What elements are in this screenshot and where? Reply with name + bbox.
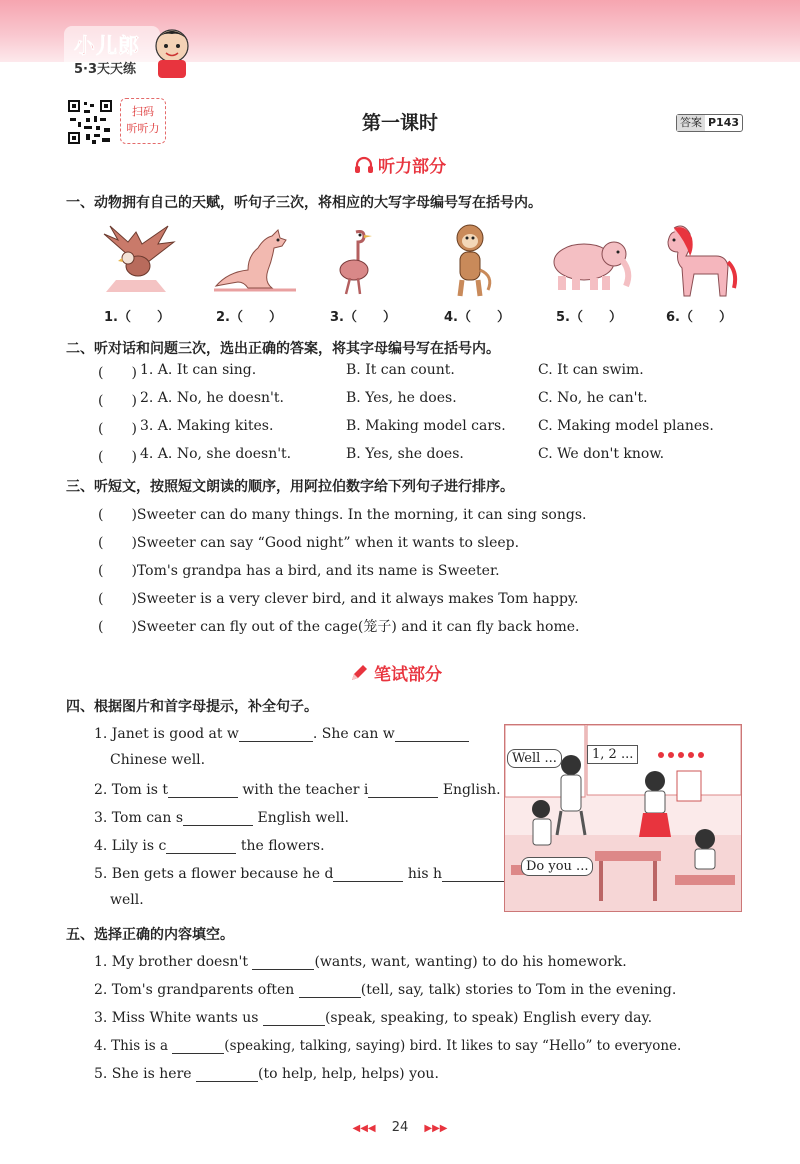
q4-blank-1[interactable] (239, 727, 313, 742)
q4-l5-part1: 5. Ben gets a flower because he d (94, 866, 334, 882)
q4-line-1 (94, 726, 469, 742)
q4-blank-3[interactable] (168, 783, 238, 798)
answer-page: P143 (708, 116, 740, 129)
q4-l5-part2: his h (407, 866, 443, 882)
q5-instruction: 五、选择正确的内容填空。 (66, 927, 234, 943)
listening-section-header (354, 152, 446, 177)
writing-section-header (350, 660, 442, 685)
q4-blank-5[interactable] (183, 811, 253, 826)
q5-blank-4[interactable] (172, 1039, 224, 1054)
page-footer (340, 1120, 460, 1135)
q1-item-4[interactable]: 4.（ ） (444, 310, 510, 325)
q5-row-1 (94, 954, 627, 970)
q4-instruction: 四、根据图片和首字母提示，补全句子。 (66, 699, 318, 715)
q4-l4-part1: 4. Lily is c (94, 838, 167, 854)
ostrich-icon (336, 228, 380, 298)
q5-row-2-pre: 2. Tom's grandparents often (94, 982, 295, 998)
q2-row-1-a: 1. A. It can sing. (140, 362, 257, 378)
kangaroo-icon (208, 226, 298, 292)
q5-blank-1[interactable] (252, 955, 314, 970)
q2-row-4-c: C. We don't know. (538, 446, 665, 462)
q4-blank-2[interactable] (395, 727, 469, 742)
q2-row-1-b: B. It can count. (346, 362, 455, 378)
scan-label-line2: 听听力 (126, 122, 160, 135)
scan-label-line1: 扫码 (132, 105, 154, 118)
q5-row-4-pre: 4. This is a (94, 1038, 168, 1054)
horse-icon (660, 222, 740, 302)
q5-row-4 (94, 1038, 681, 1054)
q5-row-3-pre: 3. Miss White wants us (94, 1010, 259, 1026)
q5-row-2 (94, 982, 676, 998)
q4-line-4 (94, 838, 325, 854)
q4-line-3 (94, 810, 349, 826)
q1-item-5[interactable]: 5.（ ） (556, 310, 622, 325)
q3-row-2[interactable]: ( )Sweeter can say “Good night” when it wants to sleep. (98, 535, 520, 551)
q2-row-3-paren[interactable]: ( ) (98, 421, 137, 437)
listening-section-title: 听力部分 (378, 157, 446, 177)
q3-row-5[interactable]: ( )Sweeter can fly out of the cage(笼子) and it can fly back home. (98, 619, 580, 635)
q3-row-3[interactable]: ( )Tom's grandpa has a bird, and its name is Sweeter. (98, 563, 500, 579)
q4-l1-part2: . She can w (312, 726, 395, 742)
writing-section-title: 笔试部分 (374, 665, 442, 685)
q1-item-1[interactable]: 1.（ ） (104, 310, 170, 325)
answer-label: 答案 (677, 115, 705, 131)
q5-row-5 (94, 1066, 439, 1082)
q5-row-3 (94, 1010, 652, 1026)
q4-l3-part2: English well. (257, 810, 349, 826)
q4-l1-part1: 1. Janet is good at w (94, 726, 239, 742)
q2-row-3-a: 3. A. Making kites. (140, 418, 274, 434)
q4-l2-part1: 2. Tom is t (94, 782, 168, 798)
q5-blank-5[interactable] (196, 1067, 258, 1082)
q2-row-4-b: B. Yes, she does. (346, 446, 464, 462)
qr-code-icon[interactable] (66, 98, 114, 146)
headphones-icon (354, 156, 374, 174)
q2-row-3-b: B. Making model cars. (346, 418, 506, 434)
q1-item-2[interactable]: 2.（ ） (216, 310, 282, 325)
q5-row-3-post: (speak, speaking, to speak) English every day. (324, 1010, 653, 1026)
q5-row-5-pre: 5. She is here (94, 1066, 192, 1082)
q3-row-4[interactable]: ( )Sweeter is a very clever bird, and it always makes Tom happy. (98, 591, 579, 607)
scan-to-listen-label (120, 98, 166, 144)
q5-row-1-pre: 1. My brother doesn't (94, 954, 249, 970)
classroom-illustration (504, 724, 742, 912)
q1-item-3[interactable]: 3.（ ） (330, 310, 396, 325)
q2-row-2-c: C. No, he can't. (538, 390, 648, 406)
q1-item-6[interactable]: 6.（ ） (666, 310, 732, 325)
q1-instruction: 一、动物拥有自己的天赋，听句子三次，将相应的大写字母编号写在括号内。 (66, 195, 542, 211)
q4-blank-8[interactable] (442, 867, 512, 882)
q4-l1-part3: Chinese well. (110, 752, 206, 768)
q2-row-2-paren[interactable]: ( ) (98, 393, 137, 409)
q4-l5-part3: well. (110, 892, 144, 908)
lesson-title: 第一课时 (361, 112, 438, 134)
prev-arrows-icon: ◀◀◀ (352, 1123, 376, 1134)
q2-row-4-a: 4. A. No, she doesn't. (140, 446, 292, 462)
q5-row-5-post: (to help, help, helps) you. (258, 1066, 439, 1082)
q2-row-1-c: C. It can swim. (538, 362, 644, 378)
brand-subtitle: 5·3天天练 (74, 62, 137, 77)
q2-row-1-paren[interactable]: ( ) (98, 365, 137, 381)
q4-line-2 (94, 782, 501, 798)
q5-row-1-post: (wants, want, wanting) to do his homework. (314, 954, 627, 970)
q4-l2-part3: English. (442, 782, 501, 798)
q4-blank-6[interactable] (166, 839, 236, 854)
pencil-icon (350, 664, 368, 682)
speech-bubble-count: 1, 2 ... (587, 745, 638, 764)
speech-bubble-do-you: Do you ... (521, 857, 593, 876)
q4-l4-part2: the flowers. (240, 838, 325, 854)
q5-blank-2[interactable] (299, 983, 361, 998)
q4-blank-7[interactable] (333, 867, 403, 882)
q2-row-4-paren[interactable]: ( ) (98, 449, 137, 465)
q2-instruction: 二、听对话和问题三次，选出正确的答案，将其字母编号写在括号内。 (66, 341, 500, 357)
q2-row-3-c: C. Making model planes. (538, 418, 714, 434)
q4-l2-part2: with the teacher i (242, 782, 369, 798)
q5-row-4-post: (speaking, talking, saying) bird. It likes to say “Hello” to everyone. (224, 1038, 682, 1054)
q5-blank-3[interactable] (263, 1011, 325, 1026)
q2-row-2-b: B. Yes, he does. (346, 390, 457, 406)
q4-line-5 (94, 866, 512, 882)
q3-row-1[interactable]: ( )Sweeter can do many things. In the morning, it can sing songs. (98, 507, 587, 523)
brand-title: 小儿郎 (74, 34, 140, 58)
q5-row-2-post: (tell, say, talk) stories to Tom in the evening. (360, 982, 677, 998)
q4-l3-part1: 3. Tom can s (94, 810, 184, 826)
eagle-icon (96, 222, 176, 294)
answer-page-link[interactable] (676, 114, 743, 132)
monkey-icon (448, 222, 496, 300)
speech-bubble-well: Well ... (507, 749, 562, 768)
q3-instruction: 三、听短文，按照短文朗读的顺序，用阿拉伯数字给下列句子进行排序。 (66, 479, 514, 495)
q4-blank-4[interactable] (368, 783, 438, 798)
q2-row-2-a: 2. A. No, he doesn't. (140, 390, 284, 406)
next-arrows-icon: ▶▶▶ (424, 1123, 448, 1134)
page-number: 24 (391, 1120, 409, 1135)
elephant-icon (542, 232, 636, 294)
